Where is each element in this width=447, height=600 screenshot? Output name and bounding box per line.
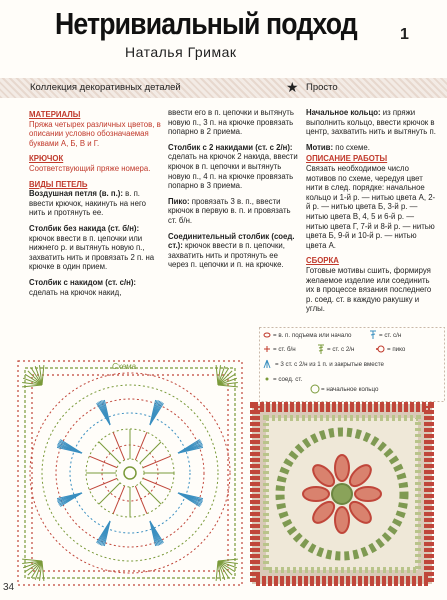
column-stitches — [168, 108, 298, 276]
materials-heading: МАТЕРИАЛЫ — [29, 110, 81, 119]
ssn-term: Столбик с накидом (ст. с/н): — [29, 277, 137, 287]
author-name: Наталья Гримак — [125, 44, 237, 60]
schema-label: Схема — [112, 362, 136, 371]
legend-vp: = в. п. подъема или начало — [273, 332, 352, 339]
crochet-schema-diagram — [12, 355, 248, 591]
stitch-legend — [259, 327, 445, 402]
vp-symbol-icon — [264, 333, 270, 337]
ssn-text: сделать на крючок накид, — [29, 287, 122, 297]
hook-text: Соответствующий пряже номера. — [29, 163, 151, 173]
work-heading: ОПИСАНИЕ РАБОТЫ — [306, 154, 388, 164]
pico-symbol-icon — [376, 346, 384, 352]
hook-heading: КРЮЧОК — [29, 154, 64, 164]
collection-label: Коллекция декоративных деталей — [30, 82, 181, 93]
conn-text: крючок ввести в п. цепочки, захватить нить и протянуть ее через п. цепочки и п. на крючке. — [168, 241, 285, 270]
title-number: 1 — [400, 26, 409, 43]
column-work — [306, 108, 438, 320]
loops-heading: ВИДЫ ПЕТЕЛЬ — [29, 179, 88, 189]
blue-shell-icon — [57, 440, 82, 454]
ssn-continued: ввести его в п. цепочки и вытянуть новую п., 3 п. на крючке провязать попарно в 2 приема. — [168, 108, 294, 137]
materials-text: Пряжа четырех различных цветов, в описании условно обозначаемая буквами А, Б, В и Г. — [29, 119, 161, 148]
blue-shell-icon — [57, 493, 82, 507]
assembly-heading: СБОРКА — [306, 256, 339, 266]
assembly-text: Готовые мотивы сшить, формируя желаемое изделие или соединить их в процессе вязания последнего р. соед. ст. в каждую ракушку и углы. — [306, 265, 432, 314]
starting-ring-icon — [124, 467, 136, 479]
s2n-symbol-icon — [318, 345, 324, 354]
legend-ring: = начальное кольцо — [321, 386, 379, 393]
legend-group: = 3 ст. с 2/н из 1 п. и закрытые вместе — [275, 361, 384, 368]
ssn-symbol-icon — [370, 331, 376, 339]
legend-sbn: = ст. б/н — [273, 346, 296, 353]
legend-ssn: = ст. с/н — [379, 332, 402, 339]
s2n-text: сделать на крючок 2 накида, ввести крючок в п. цепочки и вытянуть новую п., 4 п. на крючке провязать попарно в 3 приема. — [168, 152, 298, 191]
motif-text: по схеме. — [335, 142, 370, 152]
page-number: 34 — [3, 582, 15, 593]
sbn-text: крючок ввести в п. цепочки или нижнего р. и вытянуть новую п., захватить нить и провязать 2 п. на крючке в один прием. — [29, 233, 155, 272]
vp-text: в. п. ввести крючок, накинуть на него нить и протянуть ее. — [29, 189, 146, 218]
s2n-term: Столбик с 2 накидами (ст. с 2/н): — [168, 142, 293, 152]
ring-term: Начальное кольцо: — [306, 108, 381, 117]
blue-shell-icon — [97, 521, 111, 546]
motif-photo — [250, 402, 434, 586]
group-symbol-icon — [264, 360, 270, 368]
difficulty-label: Просто — [306, 82, 338, 93]
ring-symbol-icon — [311, 385, 319, 393]
vp-term: Воздушная петля (в. п.): — [29, 189, 123, 199]
star-icon: ★ — [286, 79, 299, 95]
legend-conn: = соед. ст. — [273, 376, 303, 383]
work-text: Связать необходимое число мотивов по схеме, чередуя цвет нити в след. порядке: начальное кольцо и 1-й р. — нитью цвета А, 2-й р. — нитью цвета Б, 3-й р. — нитью цвета В, 4, 5 и 6-й р. — нитью цвета Г, 7-й и 8-й р. — нитью цвета Б, 9-й и 10-й р. — нитью цвета А. — [306, 163, 436, 250]
blue-shell-icon — [150, 521, 164, 546]
conn-term: Соединительный столбик (соед. ст.): — [168, 231, 295, 251]
conn-symbol-icon — [266, 378, 269, 381]
pico-term: Пико: — [168, 196, 190, 206]
motif-term: Мотив: — [306, 142, 334, 152]
column-materials — [29, 110, 161, 303]
sbn-symbol-icon — [264, 346, 270, 352]
legend-pico: = пико — [387, 346, 406, 353]
page-title: Нетривиальный подход — [55, 6, 357, 41]
ring-text: из пряжи выполнить кольцо, ввести крючок в центр, захватить нить и вытянуть п. — [306, 108, 436, 137]
sbn-term: Столбик без накида (ст. б/н): — [29, 223, 140, 233]
legend-s2n: = ст. с 2/н — [327, 346, 355, 353]
pico-text: провязать 3 в. п., ввести крючок в первую в. п. и провязать ст. б/н. — [168, 196, 291, 225]
